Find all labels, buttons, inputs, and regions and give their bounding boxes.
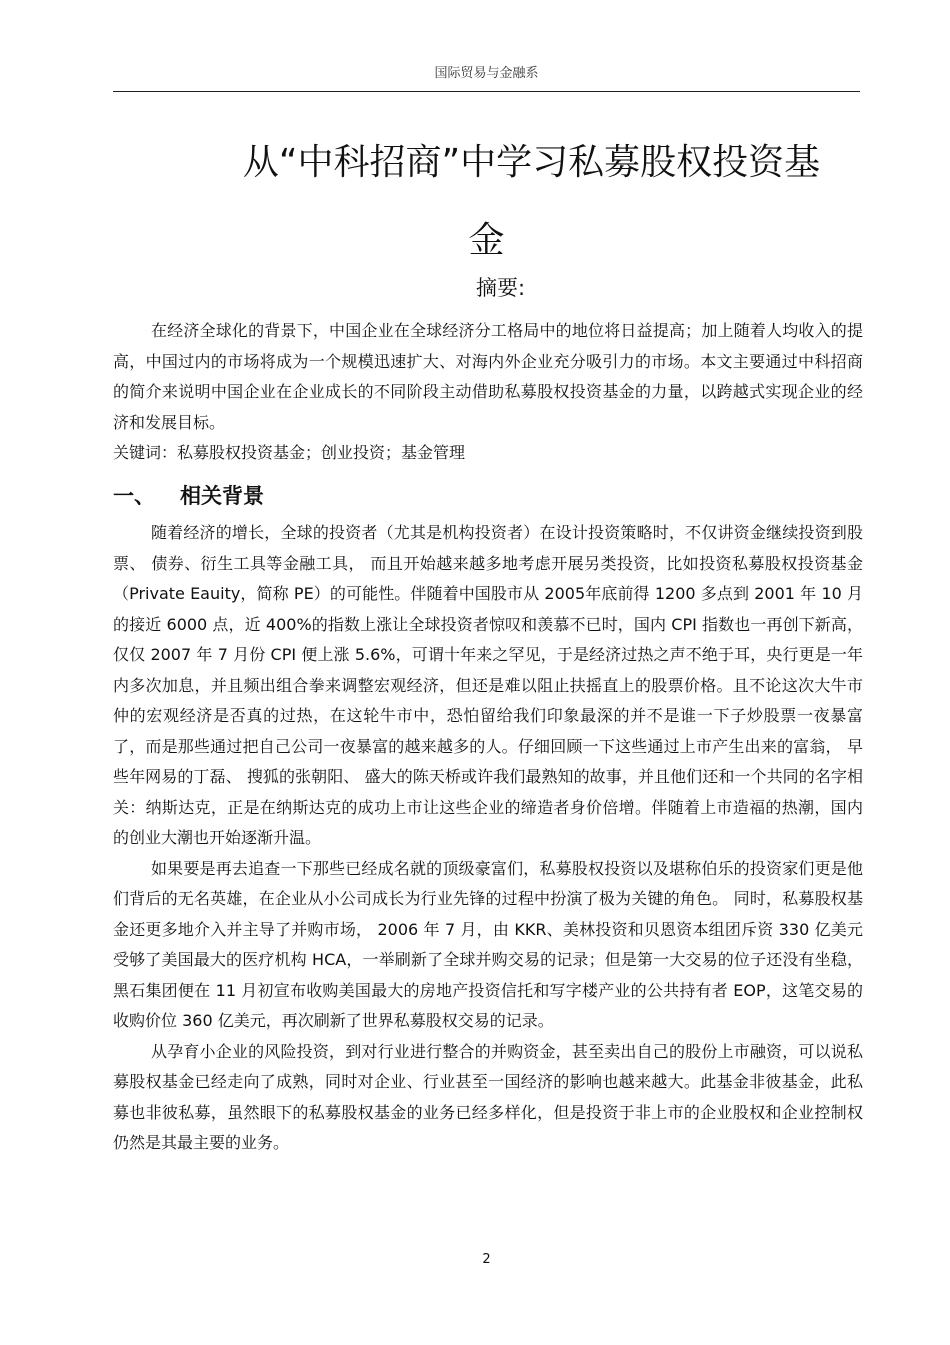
abstract-text: 在经济全球化的背景下，中国企业在全球经济分工格局中的地位将日益提高；加上随着人均收入的提高，中国过内的市场将成为一个规模迅速扩大、对海内外企业充分吸引力的市场。本文主要通过中科招商的简介来说明中国企业在企业成长的不同阶段主动借助私募股权投资基金的力量，以跨越式实现企业的经济和发展目标。 <box>113 321 863 432</box>
body-paragraph: 从孕育小企业的风险投资，到对行业进行整合的并购资金，甚至卖出自己的股份上市融资，可以说私募股权基金已经走向了成熟，同时对企业、行业甚至一国经济的影响也越来越大。此基金非彼基金，此私募也非彼私募，虽然眼下的私募股权基金的业务已经多样化，但是投资于非上市的企业股权和企业控制权仍然是其最主要的业务。 <box>113 1041 863 1152</box>
section-heading <box>113 474 863 518</box>
keywords: 关键词：私募股权投资基金；创业投资；基金管理 <box>113 443 466 462</box>
document-title <box>113 124 860 280</box>
header-divider <box>113 91 860 92</box>
page-header: 国际贸易与金融系 <box>434 66 539 81</box>
abstract-block <box>113 316 863 469</box>
body-paragraph: 随着经济的增长，全球的投资者（尤其是机构投资者）在设计投资策略时，不仅讲资金继续投资到股票、 债券、衍生工具等金融工具， 而且开始越来越多地考虑开展另类投资，比如投资私募股权投资基金 （Private Eauity，简称 PE）的可能性。伴随着中国股市从 2005年底前得 1200 多点到 2001 年 10 月的接近 6000 点，近 400%的指数上涨让全球投资者惊叹和羡慕不已时，国内 CPI 指数也一再创下新高，仅仅 2007 年 7 月份 CPI 便上涨 5.6%，可谓十年来之罕见，于是经济过热之声不绝于耳，央行更是一年内多次加息，并且频出组合拳来调整宏观经济，但还是难以阻止扶摇直上的股票价格。且不论这次大牛市仲的宏观经济是否真的过热，在这轮牛市中，恐怕留给我们印象最深的并不是谁一下子炒股票一夜暴富了，而是那些通过把自己公司一夜暴富的越来越多的人。仔细回顾一下这些通过上市产生出来的富翁， 早些年网易的丁磊、 搜狐的张朝阳、 盛大的陈天桥或许我们最熟知的故事，并且他们还和一个共同的名字相关：纳斯达克，正是在纳斯达克的成功上市让这些企业的缔造者身价倍增。伴随着上市造福的热潮，国内的创业大潮也开始逐渐升温。 <box>113 523 863 847</box>
abstract-heading: 摘要: <box>475 276 526 300</box>
body-paragraph: 如果要是再去追查一下那些已经成名就的顶级豪富们，私募股权投资以及堪称伯乐的投资家们更是他们背后的无名英雄，在企业从小公司成长为行业先锋的过程中扮演了极为关键的角色。 同时，私募股权基金还更多地介入并主导了并购市场， 2006 年 7 月，由 KKR、美林投资和贝恩资本组团斥资 330 亿美元受够了美国最大的医疗机构 HCA，一举刷新了全球并购交易的记录；但是第一大交易的位子还没有坐稳，黑石集团便在 11 月初宣布收购美国最大的房地产投资信托和写字楼产业的公共持有者 EOP，这笔交易的收购价位 360 亿美元，再次刷新了世界私募股权交易的记录。 <box>113 858 863 1030</box>
section-title: 相关背景 <box>180 484 264 508</box>
title-line-1: 从“中科招商”中学习私募股权投资基 <box>242 142 821 183</box>
section-1 <box>113 474 863 1159</box>
section-number: 一、 <box>113 484 155 508</box>
title-line-2: 金 <box>468 220 505 261</box>
page-number: 2 <box>482 1252 491 1267</box>
